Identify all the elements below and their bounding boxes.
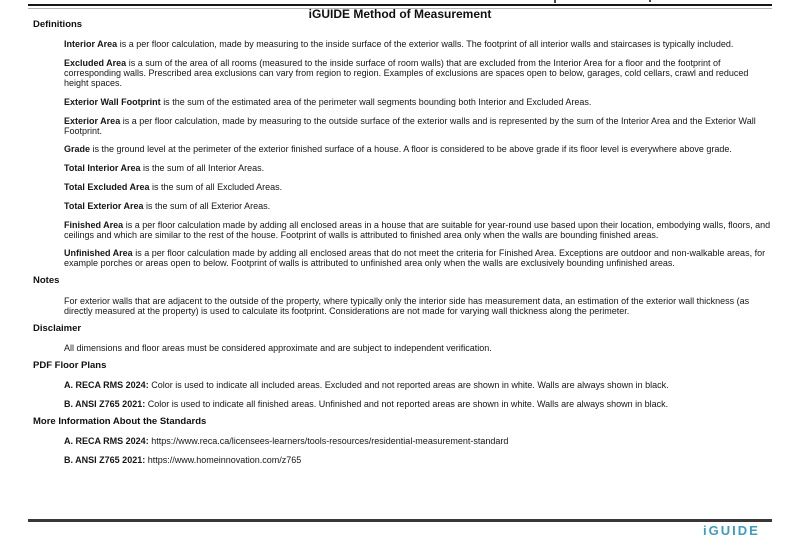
paragraph (64, 296, 772, 316)
paragraph-text: is a per floor calculation, made by measuring to the inside surface of the exterior walls. The footprint of all interior walls and staircases is typically included. (119, 39, 734, 50)
paragraph-text: is a per floor calculation made by adding all enclosed areas that do not meet the criteria for Finished Area. Exceptions are outdoor and non-walkable areas, for example porches or areas open to below. Footprint of walls is attributed to unfinished area only when the walls are exclusively bounding unfinished areas. (64, 248, 766, 269)
paragraph-term: B. ANSI Z765 2021: (64, 399, 146, 410)
paragraph-term: Total Exterior Area (64, 200, 144, 211)
paragraph-term: Unfinished Area (64, 248, 133, 259)
paragraph (64, 380, 772, 390)
section-heading: More Information About the Standards (33, 416, 207, 428)
paragraph-term: Grade (64, 144, 91, 155)
paragraph-term: Exterior Area (64, 115, 121, 126)
page-title: iGUIDE Method of Measurement (308, 7, 492, 21)
url-text[interactable]: https://www.reca.ca/licensees-learners/tools-resources/residential-measurement-standard (151, 436, 509, 447)
paragraph-text: Color is used to indicate all included areas. Excluded and not reported areas are shown in white. Walls are always shown in black. (151, 380, 669, 391)
paragraph (64, 343, 772, 353)
content (33, 20, 772, 465)
paragraph-text: is the sum of all Interior Areas. (143, 163, 265, 174)
paragraph-term: A. RECA RMS 2024: (64, 380, 149, 391)
paragraph-term: Exterior Wall Footprint (64, 96, 161, 107)
iguide-logo-clipped (703, 523, 781, 538)
paragraph (64, 182, 772, 192)
section-heading: PDF Floor Plans (33, 360, 107, 372)
paragraph (64, 201, 772, 211)
paragraph (64, 58, 772, 88)
paragraph-term: Total Excluded Area (64, 182, 150, 193)
paragraph-term: Finished Area (64, 219, 124, 230)
paragraph (64, 436, 772, 446)
paragraph (64, 455, 772, 465)
paragraph-text: Color is used to indicate all finished areas. Unfinished and not reported areas are shown in white. Walls are always shown in black. (147, 399, 669, 410)
paragraph (64, 39, 772, 49)
paragraph (64, 116, 772, 136)
paragraph-text: is a sum of the area of all rooms (measured to the inside surface of room walls) that are excluded from the Interior Area for a floor and the footprint of corresponding walls. Prescribed area exclusions can vary from region to region. Examples of exclusions are spaces open to below, garages, cold cellars, crawl and reduced height spaces. (64, 58, 749, 89)
url-text[interactable]: https://www.homeinnovation.com/z765 (147, 455, 302, 466)
paragraph-text: All dimensions and floor areas must be considered approximate and are subject to independent verification. (64, 343, 492, 354)
paragraph-text: is a per floor calculation, made by measuring to the outside surface of the exterior walls and is represented by the sum of the Interior Area and the Exterior Wall Footprint. (64, 115, 756, 136)
section-heading: Notes (33, 275, 60, 287)
paragraph (64, 144, 772, 154)
cutoff-text-fragment (649, 0, 651, 2)
paragraph-term: Interior Area (64, 39, 118, 50)
paragraph (64, 97, 772, 107)
bottom-rule (28, 519, 772, 522)
paragraph-text: is the sum of the estimated area of the perimeter wall segments bounding both Interior and Excluded Areas. (163, 96, 592, 107)
paragraph (64, 220, 772, 240)
paragraph-text: is the ground level at the perimeter of the exterior finished surface of a house. A floor is considered to be above grade if its floor level is everywhere above grade. (92, 144, 732, 155)
paragraph-text: is the sum of all Excluded Areas. (152, 182, 283, 193)
paragraph-term: Excluded Area (64, 58, 127, 69)
section-heading: Definitions (33, 19, 83, 30)
paragraph (64, 399, 772, 409)
paragraph-text: is the sum of all Exterior Areas. (146, 200, 271, 211)
paragraph-text: is a per floor calculation made by adding all enclosed areas in a house that are suitable for year-round use based upon their location, embodying walls, floors, and ceilings and which are similar to the rest of the house. Footprint of walls is attributed to finished area only when the walls are bounding finished areas. (64, 219, 771, 240)
top-rule (28, 4, 772, 6)
paragraph (64, 163, 772, 173)
iguide-logo-text: iGUIDE (703, 523, 760, 538)
paragraph-term: Total Interior Area (64, 163, 141, 174)
paragraph (64, 248, 772, 268)
paragraph-term: A. RECA RMS 2024: (64, 436, 149, 447)
paragraph-term: B. ANSI Z765 2021: (64, 455, 146, 466)
cutoff-text-fragment (554, 0, 556, 3)
section-heading: Disclaimer (33, 322, 82, 334)
paragraph-text: For exterior walls that are adjacent to the outside of the property, where typically only the interior side has measurement data, an estimation of the exterior wall thickness (as directly measured at the property) is used to calculate its footprint. Considerations are not made for varying wall thickness along the perimeter. (64, 295, 750, 316)
